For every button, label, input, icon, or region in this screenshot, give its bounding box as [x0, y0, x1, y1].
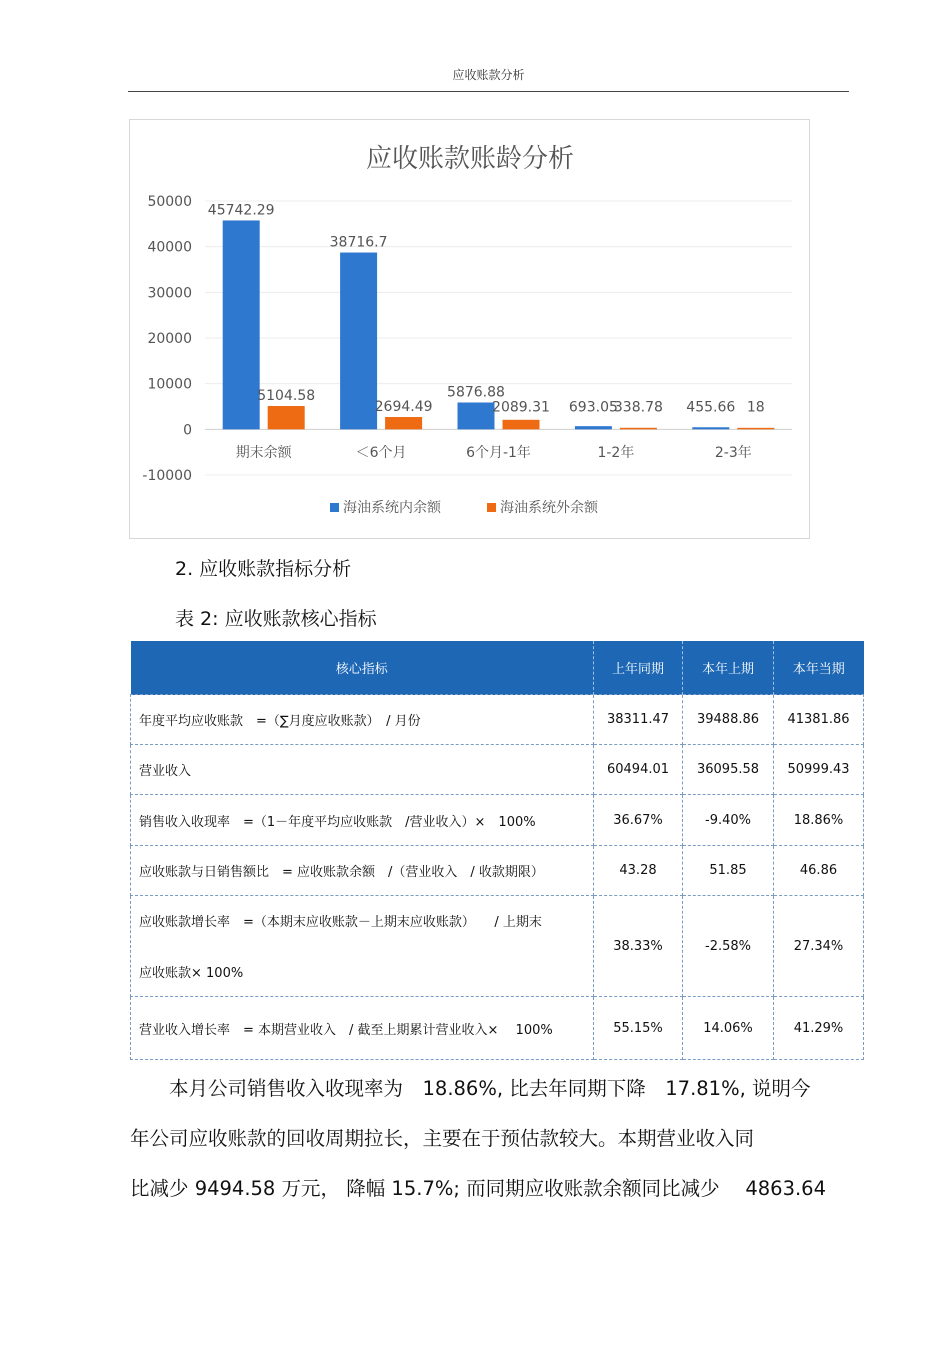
metric-label-line: 应收账款× 100% [139, 966, 244, 981]
x-tick-label: 6个月-1年 [466, 445, 531, 461]
table-row [131, 997, 864, 1060]
y-tick-label: 40000 [147, 239, 192, 256]
data-label: 693.05 [568, 399, 618, 416]
page-header-title: 应收账款分析 [452, 68, 525, 82]
bar-internal [575, 426, 612, 429]
header-last-year-same-period: 上年同期 [594, 641, 683, 695]
metric-value: 38.33% [594, 896, 683, 997]
body-paragraph-line: 年公司应收账款的回收周期拉长，主要在于预估款较大。本期营业收入同 [130, 1127, 755, 1150]
metric-label [131, 695, 594, 745]
bar-external [737, 428, 774, 430]
metric-value: 43.28 [594, 846, 683, 896]
metric-value: 38311.47 [594, 695, 683, 745]
data-label: 338.78 [613, 399, 663, 416]
metric-label-line: 营业收入增长率 = 本期营业收入 / 截至上期累计营业收入× 100% [139, 1022, 553, 1038]
bar-external [503, 420, 540, 430]
chart-title: 应收账款账龄分析 [365, 144, 575, 174]
legend-swatch [487, 503, 496, 512]
x-tick-label: 1-2年 [597, 445, 635, 461]
section-title: 2. 应收账款指标分析 [175, 558, 352, 580]
metric-value: 41381.86 [774, 695, 864, 745]
metric-value: 60494.01 [594, 745, 683, 795]
header-this-year-previous: 本年上期 [683, 641, 774, 695]
body-paragraph-line: 本月公司销售收入收现率为 18.86%, 比去年同期下降 17.81%, 说明今 [130, 1077, 811, 1100]
header-this-year-current: 本年当期 [774, 641, 864, 695]
x-tick-label: 期末余额 [235, 445, 292, 461]
header-rule [128, 91, 849, 92]
bar-external [268, 406, 305, 429]
metric-value: 18.86% [774, 795, 864, 846]
metric-value: 46.86 [774, 846, 864, 896]
metric-label [131, 745, 594, 795]
data-label: 38716.7 [329, 234, 388, 251]
metric-value: 51.85 [683, 846, 774, 896]
table-row [131, 795, 864, 846]
metric-value: 41.29% [774, 997, 864, 1060]
legend-swatch [330, 503, 339, 512]
metric-value: 50999.43 [774, 745, 864, 795]
metric-label-line: 应收账款增长率 =（本期末应收账款－上期末应收账款） / 上期末 [139, 915, 542, 930]
aging-chart [129, 119, 810, 539]
legend-label: 海油系统内余额 [343, 500, 441, 516]
bar-internal [340, 253, 377, 430]
table-row [131, 896, 864, 997]
data-label: 18 [746, 399, 765, 416]
metric-label-line: 应收账款与日销售额比 = 应收账款余额 /（营业收入 / 收款期限） [139, 865, 544, 880]
body-paragraph-line: 比减少 9494.58 万元， 降幅 15.7%; 而同期应收账款余额同比减少 4863.64 [130, 1177, 826, 1200]
table-row [131, 846, 864, 896]
data-label: 45742.29 [207, 202, 275, 219]
metric-value: 36.67% [594, 795, 683, 846]
metric-label [131, 896, 594, 997]
metric-label [131, 997, 594, 1060]
bar-external [620, 428, 657, 430]
metric-label [131, 795, 594, 846]
y-tick-label: 50000 [147, 194, 192, 210]
x-tick-label: ＜6个月 [355, 445, 407, 461]
metrics-table [130, 641, 864, 1060]
data-label: 2089.31 [492, 399, 550, 416]
metric-value: 27.34% [774, 896, 864, 997]
metric-value: -2.58% [683, 896, 774, 997]
y-tick-label: 0 [183, 422, 192, 439]
y-tick-label: 10000 [147, 376, 192, 393]
bar-internal [223, 220, 260, 429]
x-tick-label: 2-3年 [714, 445, 752, 461]
metric-value: 39488.86 [683, 695, 774, 745]
table-header-row [131, 641, 864, 695]
legend-label: 海油系统外余额 [500, 500, 598, 516]
metric-value: 55.15% [594, 997, 683, 1060]
data-label: 5104.58 [257, 388, 316, 405]
metric-label-line: 营业收入 [139, 764, 192, 779]
metric-label-line: 销售收入收现率 =（1－年度平均应收账款 /营业收入）× 100% [139, 814, 536, 830]
y-tick-label: -10000 [142, 468, 192, 484]
header-core-metric: 核心指标 [131, 641, 594, 695]
metric-value: -9.40% [683, 795, 774, 846]
y-tick-label: 20000 [147, 331, 192, 347]
bar-internal [458, 402, 495, 429]
data-label: 2694.49 [374, 399, 433, 416]
bar-internal [692, 427, 729, 429]
metric-label [131, 846, 594, 896]
metric-label-line: 年度平均应收账款 =（∑月度应收账款） / 月份 [139, 714, 421, 729]
table-caption: 表 2: 应收账款核心指标 [175, 608, 377, 630]
metric-value: 36095.58 [683, 745, 774, 795]
data-label: 455.66 [686, 399, 736, 416]
bar-external [385, 417, 422, 429]
y-tick-label: 30000 [147, 285, 192, 302]
data-label: 5876.88 [447, 384, 505, 401]
table-row [131, 745, 864, 795]
aging-chart-svg [130, 120, 811, 540]
table-row [131, 695, 864, 745]
metric-value: 14.06% [683, 997, 774, 1060]
